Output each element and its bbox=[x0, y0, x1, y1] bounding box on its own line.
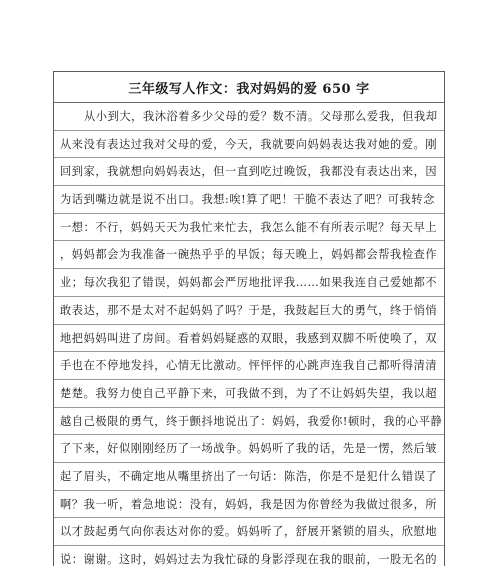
essay-line: 业；每次我犯了错误，妈妈都会严厉地批评我……如果我连自己爱她都不 bbox=[54, 269, 444, 297]
essay-line: 回到家，我就想向妈妈表达，但一直到吃过晚饭，我都没有表达出来，因 bbox=[54, 158, 444, 186]
essay-line: 起了眉头，不确定地从嘴里挤出了一句话：陈浩，你是不是犯什么错误了 bbox=[54, 463, 444, 491]
essay-line: 啊？我一听，着急地说：没有，妈妈，我是因为你曾经为我做过很多，所 bbox=[54, 491, 444, 519]
essay-line: 说：谢谢。这时，妈妈过去为我忙碌的身影浮现在我的眼前，一股无名的 bbox=[54, 546, 444, 566]
essay-line: 从小到大，我沐浴着多少父母的爱？数不清。父母那么爱我，但我却 bbox=[54, 103, 444, 131]
essay-line: 地把妈妈叫进了房间。看着妈妈疑惑的双眼，我感到双脚不听使唤了，双 bbox=[54, 325, 444, 353]
essay-sheet bbox=[53, 71, 445, 566]
essay-line: 为话到嘴边就是说不出口。我想:唉!算了吧！干脆不表达了吧？可我转念 bbox=[54, 186, 444, 214]
essay-line: 越自己极限的勇气，终于颤抖地说出了：妈妈，我爱你!顿时，我的心平静 bbox=[54, 408, 444, 436]
essay-line: 敢表达，那不是太对不起妈妈了吗？于是，我鼓起巨大的勇气，终于悄悄 bbox=[54, 297, 444, 325]
essay-title: 三年级写人作文：我对妈妈的爱 650 字 bbox=[54, 72, 444, 103]
essay-line: 楚楚。我努力使自己平静下来，可我做不到，为了不让妈妈失望，我以超 bbox=[54, 380, 444, 408]
essay-line: 从来没有表达过我对父母的爱，今天，我就要向妈妈表达我对她的爱。刚 bbox=[54, 131, 444, 159]
essay-line: ，妈妈都会为我准备一碗热乎乎的早饭；每天晚上，妈妈都会帮我检查作 bbox=[54, 241, 444, 269]
essay-line: 一想：不行，妈妈天天为我忙来忙去，我怎么能不有所表示呢？每天早上 bbox=[54, 214, 444, 242]
essay-line: 以才鼓起勇气向你表达对你的爱。妈妈听了，舒展开紧锁的眉头，欣慰地 bbox=[54, 518, 444, 546]
essay-line: 手也在不停地发抖，心情无比激动。怦怦怦的心跳声连我自己都听得清清 bbox=[54, 352, 444, 380]
essay-line: 了下来，好似刚刚经历了一场战争。妈妈听了我的话，先是一愣，然后皱 bbox=[54, 435, 444, 463]
